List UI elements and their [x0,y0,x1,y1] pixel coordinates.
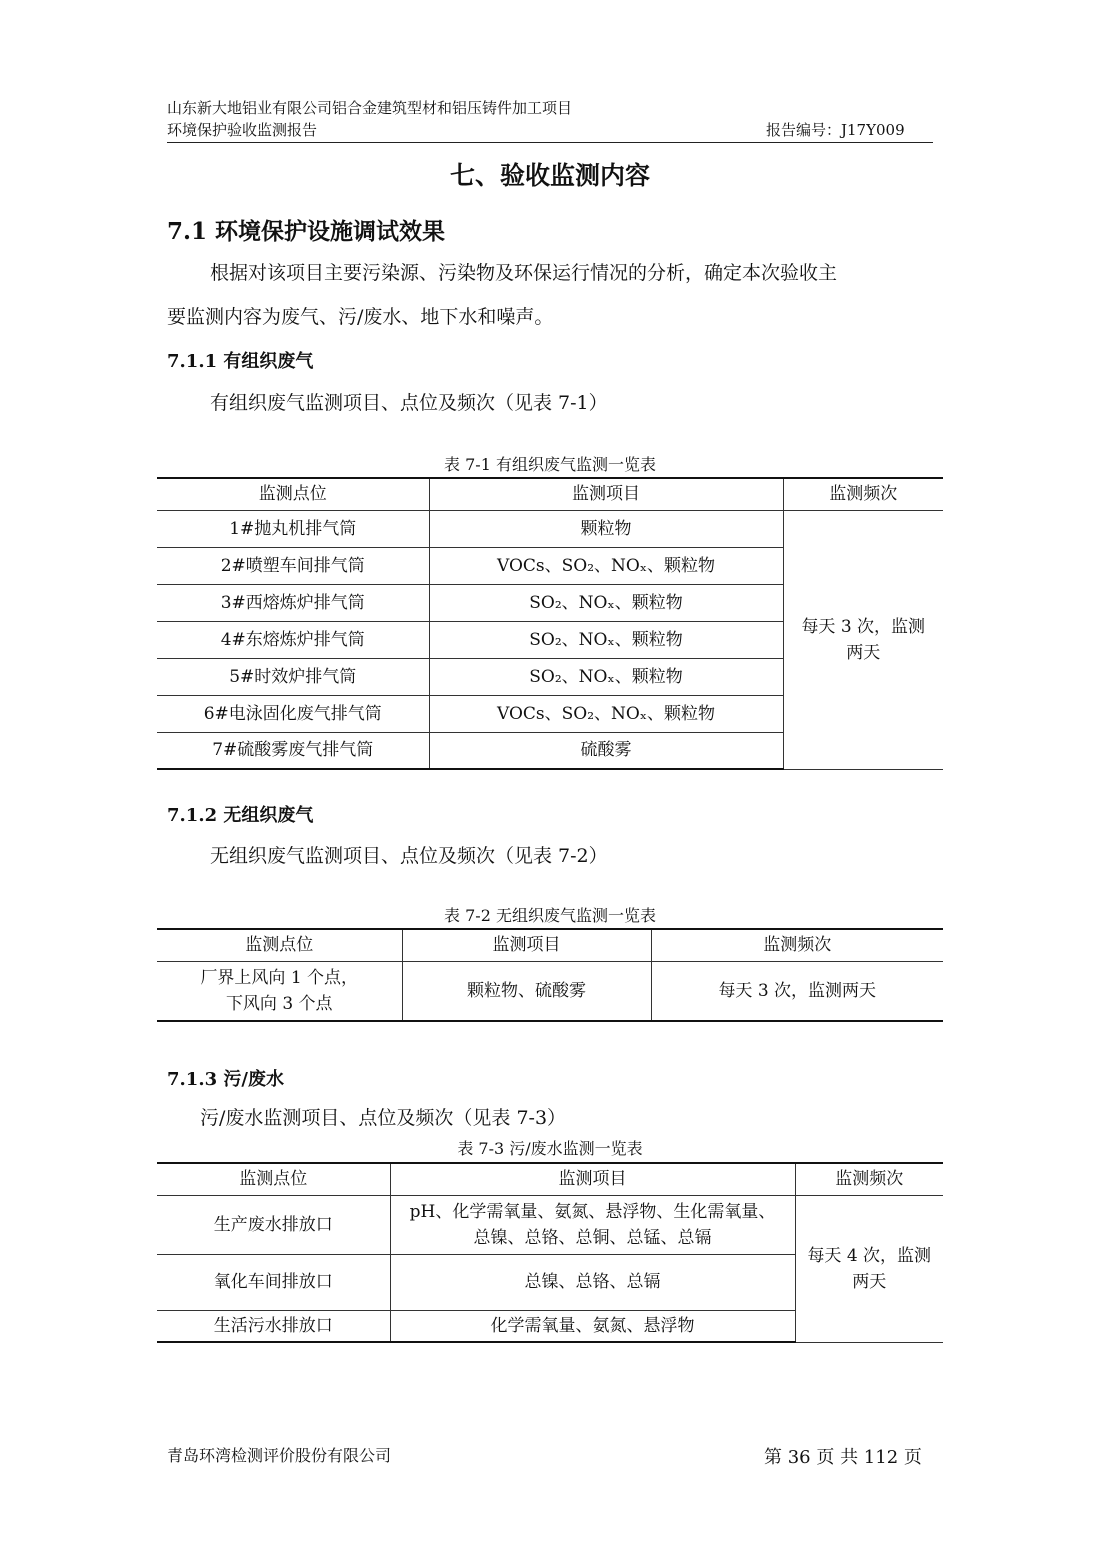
section-7-1-paragraph-line2: 要监测内容为废气、污/废水、地下水和噪声。 [167,306,554,328]
table-7-1 [157,477,943,770]
table-cell-point: 7#硫酸雾废气排气筒 [157,732,429,769]
table-cell-items [390,1195,795,1254]
frequency-line1: 每天 4 次，监测 [807,1245,932,1266]
table-7-2 [157,928,943,1022]
table-cell-items: 颗粒物 [429,510,783,547]
table-header-cell: 监测项目 [402,929,651,961]
table-header-cell: 监测频次 [783,478,943,510]
table-header-cell: 监测项目 [429,478,783,510]
point-line2: 下风向 3 个点 [225,993,333,1014]
chapter-title: 七、验收监测内容 [449,161,650,190]
table-cell-items: SO₂、NOₓ、颗粒物 [429,658,783,695]
table-cell-point: 生产废水排放口 [157,1195,390,1254]
table-header-cell: 监测频次 [795,1163,943,1195]
footer-company: 青岛环湾检测评价股份有限公司 [167,1446,392,1465]
frequency-line1: 每天 3 次，监测 [801,616,926,637]
table-cell-items: 化学需氧量、氨氮、悬浮物 [390,1310,795,1342]
section-7-1-3-intro: 污/废水监测项目、点位及频次（见表 7-3） [200,1107,567,1129]
table-header-cell: 监测点位 [157,1163,390,1195]
section-7-1-1-intro: 有组织废气监测项目、点位及频次（见表 7-1） [210,392,608,414]
table-cell-items: 颗粒物、硫酸雾 [402,961,651,1021]
section-7-1-2-title: 7.1.2 无组织废气 [167,805,314,826]
table-cell-frequency: 每天 3 次，监测两天 [651,961,943,1021]
header-project-title: 山东新大地铝业有限公司铝合金建筑型材和铝压铸件加工项目 [167,99,573,117]
table-cell-point: 5#时效炉排气筒 [157,658,429,695]
table-header-cell: 监测点位 [157,478,429,510]
table-header-cell: 监测点位 [157,929,402,961]
table-header-cell: 监测项目 [390,1163,795,1195]
table-cell-items: SO₂、NOₓ、颗粒物 [429,584,783,621]
table-7-3 [157,1162,943,1343]
items-line1: pH、化学需氧量、氨氮、悬浮物、生化需氧量、 [409,1201,776,1222]
header-report-number: 报告编号：J17Y009 [766,121,905,139]
table-cell-point: 氧化车间排放口 [157,1254,390,1310]
table-cell-point: 2#喷塑车间排气筒 [157,547,429,584]
table-cell-point: 生活污水排放口 [157,1310,390,1342]
table-7-2-caption: 表 7-2 无组织废气监测一览表 [444,906,656,925]
point-line1: 厂界上风向 1 个点， [200,967,359,988]
table-cell-items: SO₂、NOₓ、颗粒物 [429,621,783,658]
table-cell-items: VOCs、SO₂、NOₓ、颗粒物 [429,695,783,732]
section-7-1-1-title: 7.1.1 有组织废气 [167,351,314,372]
table-cell-frequency [783,510,943,769]
table-cell-frequency [795,1195,943,1342]
table-7-3-caption: 表 7-3 污/废水监测一览表 [457,1139,643,1158]
items-line2: 总镍、总铬、总铜、总锰、总镉 [473,1227,712,1248]
header-rule [167,142,933,143]
section-7-1-paragraph-line1: 根据对该项目主要污染源、污染物及环保运行情况的分析，确定本次验收主 [210,262,838,284]
section-7-1-2-intro: 无组织废气监测项目、点位及频次（见表 7-2） [210,845,608,867]
header-report-title: 环境保护验收监测报告 [167,121,318,139]
table-cell-point [157,961,402,1021]
table-7-1-caption: 表 7-1 有组织废气监测一览表 [444,455,656,474]
table-cell-point: 4#东熔炼炉排气筒 [157,621,429,658]
table-cell-items: VOCs、SO₂、NOₓ、颗粒物 [429,547,783,584]
frequency-line2: 两天 [852,1271,887,1292]
table-cell-point: 3#西熔炼炉排气筒 [157,584,429,621]
table-cell-point: 6#电泳固化废气排气筒 [157,695,429,732]
table-cell-items: 硫酸雾 [429,732,783,769]
table-header-cell: 监测频次 [651,929,943,961]
section-7-1-title: 7.1 环境保护设施调试效果 [167,218,446,245]
footer-page-number: 第 36 页 共 112 页 [764,1447,922,1468]
section-7-1-3-title: 7.1.3 污/废水 [167,1069,284,1090]
frequency-line2: 两天 [846,642,881,663]
table-cell-point: 1#抛丸机排气筒 [157,510,429,547]
table-cell-items: 总镍、总铬、总镉 [390,1254,795,1310]
